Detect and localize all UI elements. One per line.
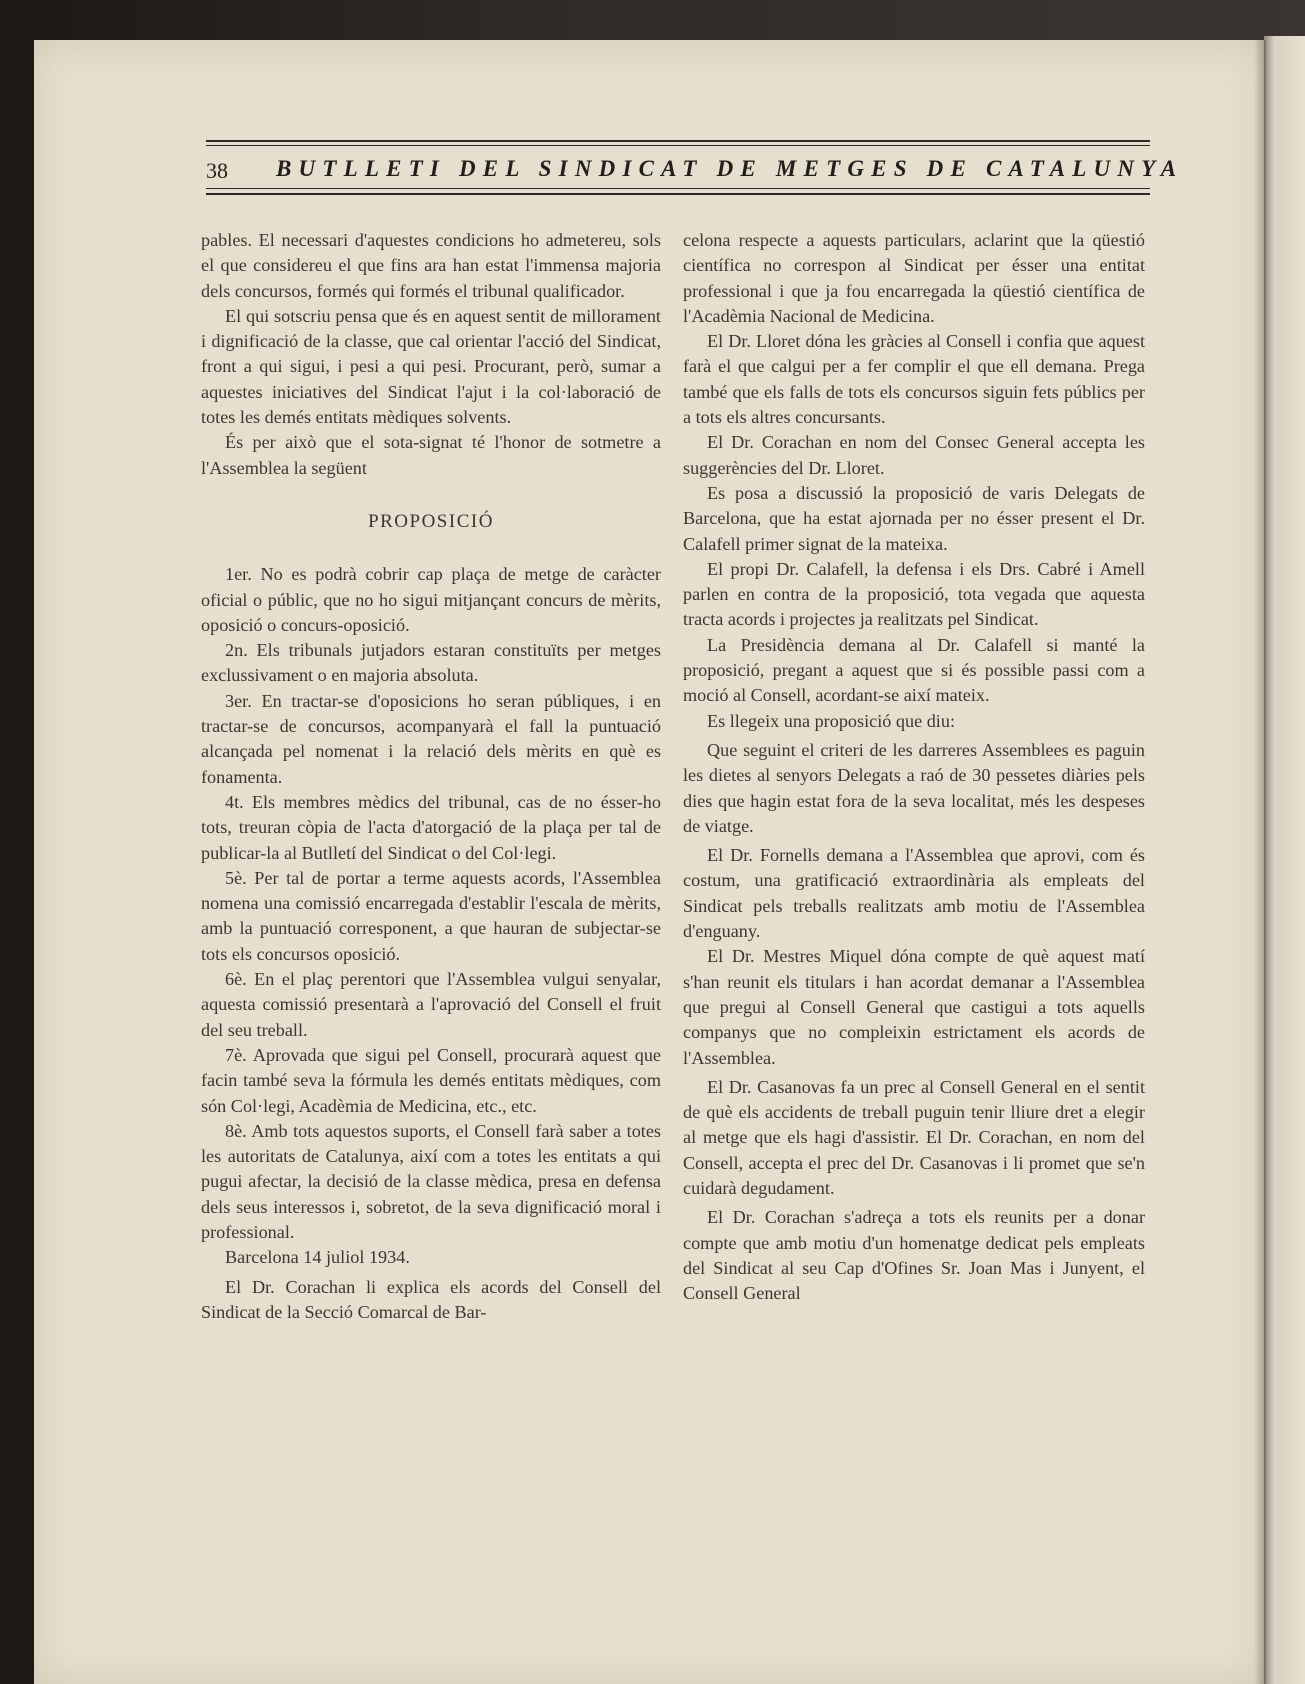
header-rule-top-thin — [206, 145, 1150, 146]
paragraph: El Dr. Fornells demana a l'Assemblea que aprovi, com és costum, una gratificació extraordinària als empleats del Sindicat pels treballs realitzats amb motiu de l'Assemblea d'enguany. — [683, 845, 1145, 942]
paragraph: pables. El necessari d'aquestes condicions ho admetereu, sols el que considereu el que fins ara han estat l'immensa majoria dels concursos, formés qui formés el tribunal qualificador. — [201, 230, 661, 301]
proposition-item: 5è. Per tal de portar a terme aquests acords, l'Assemblea nomena una comissió encarregada d'establir l'escala de mèrits, amb la puntuació corresponent, a que hauran de subjectar-se tots els concursos oposició. — [201, 867, 661, 964]
header-rule-bottom — [206, 193, 1150, 195]
right-column — [683, 228, 1145, 1306]
paragraph: Es llegeix una proposició que diu: — [707, 710, 956, 731]
paragraph: El Dr. Lloret dóna les gràcies al Consell i confia que aquest farà el que calgui per a fer complir el que ell demana. Prega també que els falls de tots els concursos siguin fets públics per a tots els altres concursants. — [683, 331, 1145, 428]
section-heading: PROPOSICIÓ — [368, 510, 494, 532]
paragraph: El Dr. Corachan en nom del Consec General accepta les suggerències del Dr. Lloret. — [683, 432, 1145, 478]
gutter-shadow — [1254, 40, 1266, 1684]
next-page-edge — [1264, 36, 1305, 1684]
proposition-item: 8è. Amb tots aquestos suports, el Consell farà saber a totes les autoritats de Catalunya, així com a totes les entitats a qui pugui afectar, la decisió de la classe mèdica, presa en defensa dels seus interessos i, sobretot, de la seva dignificació moral i professional. — [201, 1120, 661, 1242]
paragraph: El Dr. Corachan li explica els acords del Consell del Sindicat de la Secció Comarcal de Bar- — [201, 1276, 661, 1322]
proposition-item: 2n. Els tribunals jutjadors estaran constituïts per metges exclussivament o en majoria absoluta. — [201, 640, 661, 686]
paragraph: Que seguint el criteri de les darreres Assemblees es paguin les dietes al senyors Delegats a raó de 30 pessetes diàries pels dies que hagin estat fora de la seva localitat, més les despeses de viatge. — [683, 739, 1145, 836]
paragraph: celona respecte a aquests particulars, aclarint que la qüestió científica no correspon al Sindicat per ésser una entitat professional i que ja fou encarregada la qüestió científica de l'Acadèmia Nacional de Medicina. — [683, 230, 1145, 326]
paragraph: El Dr. Casanovas fa un prec al Consell General en el sentit de què els accidents de treball puguin tenir lliure dret a elegir al metge que els hagi d'assistir. El Dr. Corachan, en nom del Consell, accepta el prec del Dr. Casanovas i li promet que se'n cuidarà degudament. — [683, 1076, 1145, 1198]
paragraph: És per això que el sota-signat té l'honor de sotmetre a l'Assemblea la següent — [201, 432, 661, 478]
paragraph: El propi Dr. Calafell, la defensa i els Drs. Cabré i Amell parlen en contra de la proposició, tota vegada que aquesta tracta acords i projectes ja realitzats pel Sindicat. — [683, 558, 1145, 630]
proposition-item: 1er. No es podrà cobrir cap plaça de metge de caràcter oficial o públic, que no ho sigui mitjançant concurs de mèrits, oposició o concurs-oposició. — [201, 564, 661, 635]
date-signature: Barcelona 14 juliol 1934. — [225, 1247, 410, 1268]
running-head — [206, 140, 1184, 202]
paragraph: Es posa a discussió la proposició de varis Delegats de Barcelona, que ha estat ajornada per no ésser present el Dr. Calafell primer signat de la mateixa. — [683, 482, 1145, 554]
proposition-item: 4t. Els membres mèdics del tribunal, cas de no ésser-ho tots, treuran còpia de l'acta d'atorgació de la plaça per tal de publicar-la al Butlletí del Sindicat o del Col·legi. — [201, 791, 661, 863]
paragraph: El Dr. Mestres Miquel dóna compte de què aquest matí s'han reunit els titulars i han acordat demanar a l'Assemblea que pregui al Consell General que castigui a tots aquells companys que no compleixin estrictament els acords de l'Assemblea. — [683, 946, 1145, 1068]
proposition-item: 6è. En el plaç perentori que l'Assemblea vulgui senyalar, aquesta comissió presentarà a l'aprovació del Consell el fruit del seu treball. — [201, 969, 661, 1040]
journal-title: BUTLLETI DEL SINDICAT DE METGES DE CATALUNYA — [276, 156, 1184, 181]
left-column — [201, 228, 661, 1325]
page-number: 38 — [206, 158, 228, 183]
proposition-item: 7è. Aprovada que sigui pel Consell, procurarà aquest que facin també seva la fórmula les demés entitats mèdiques, com són Col·legi, Acadèmia de Medicina, etc., etc. — [201, 1044, 661, 1116]
header-rule-top — [206, 140, 1150, 142]
proposition-item: 3er. En tractar-se d'oposicions ho seran públiques, i en tractar-se de concursos, acompanyarà el fall la puntuació alcançada pel nomenat i la relació dels mèrits en què es fonamenta. — [201, 690, 661, 787]
paragraph: El qui sotscriu pensa que és en aquest sentit de millorament i dignificació de la classe, que cal orientar l'acció del Sindicat, front a qui sigui, i pesi a qui pesi. Procurant, però, sumar a aquestes iniciatives del Sindicat l'ajut i la col·laboració de totes les demés entitats mèdiques solvents. — [201, 305, 661, 428]
paragraph: La Presidència demana al Dr. Calafell si manté la proposició, pregant a aquest que si és possible passi com a moció al Consell, acordant-se així mateix. — [683, 634, 1145, 706]
paragraph: El Dr. Corachan s'adreça a tots els reunits per a donar compte que amb motiu d'un homenatge dedicat pels empleats del Sindicat al seu Cap d'Ofines Sr. Joan Mas i Junyent, el Consell General — [683, 1207, 1145, 1304]
header-rule-bottom-thin — [206, 188, 1150, 189]
